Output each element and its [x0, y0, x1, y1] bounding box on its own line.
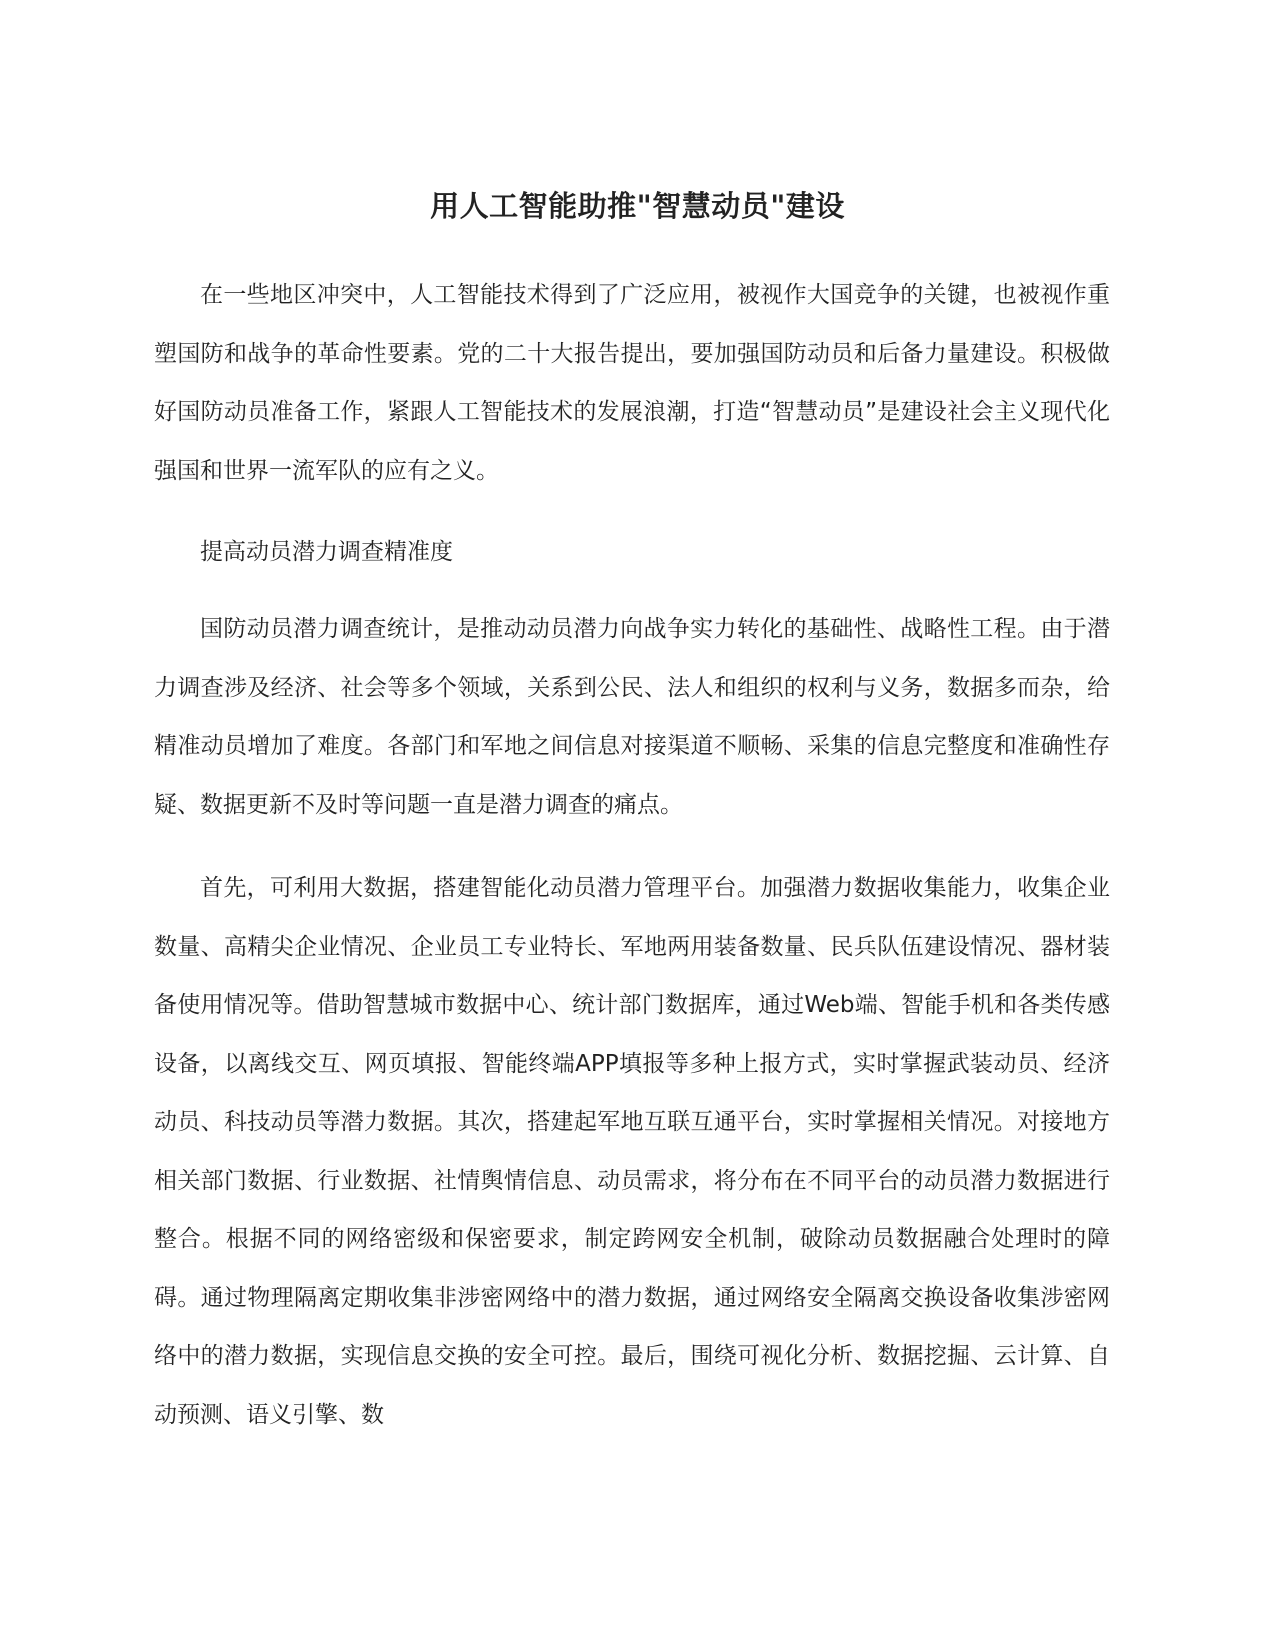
- paragraph-intro: 在一些地区冲突中，人工智能技术得到了广泛应用，被视作大国竞争的关键，也被视作重塑国防和战争的革命性要素。党的二十大报告提出，要加强国防动员和后备力量建设。积极做好国防动员准备工作，紧跟人工智能技术的发展浪潮，打造“智慧动员”是建设社会主义现代化强国和世界一流军队的应有之义。: [154, 282, 1110, 484]
- paragraph-measures: 首先，可利用大数据，搭建智能化动员潜力管理平台。加强潜力数据收集能力，收集企业数量、高精尖企业情况、企业员工专业特长、军地两用装备数量、民兵队伍建设情况、器材装备使用情况等。借助智慧城市数据中心、统计部门数据库，通过Web端、智能手机和各类传感设备，以离线交互、网页填报、智能终端APP填报等多种上报方式，实时掌握武装动员、经济动员、科技动员等潜力数据。其次，搭建起军地互联互通平台，实时掌握相关情况。对接地方相关部门数据、行业数据、社情舆情信息、动员需求，将分布在不同平台的动员潜力数据进行整合。根据不同的网络密级和保密要求，制定跨网安全机制，破除动员数据融合处理时的障碍。通过物理隔离定期收集非涉密网络中的潜力数据，通过网络安全隔离交换设备收集涉密网络中的潜力数据，实现信息交换的安全可控。最后，围绕可视化分析、数据挖掘、云计算、自动预测、语义引擎、数: [154, 875, 1110, 1428]
- paragraph-survey: 国防动员潜力调查统计，是推动动员潜力向战争实力转化的基础性、战略性工程。由于潜力调查涉及经济、社会等多个领域，关系到公民、法人和组织的权利与义务，数据多而杂，给精准动员增加了难度。各部门和军地之间信息对接渠道不顺畅、采集的信息完整度和准确性存疑、数据更新不及时等问题一直是潜力调查的痛点。: [154, 616, 1110, 818]
- document-title: 用人工智能助推"智慧动员"建设: [430, 189, 845, 223]
- section-heading: 提高动员潜力调查精准度: [200, 539, 453, 565]
